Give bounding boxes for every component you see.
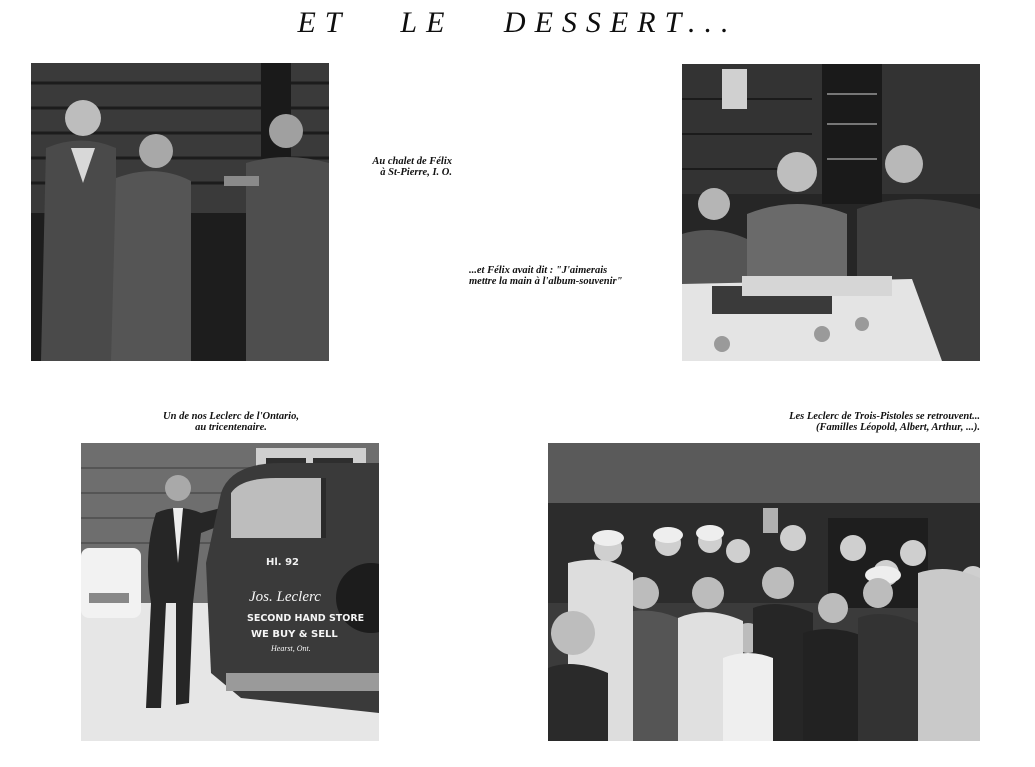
photo-chalet	[31, 63, 329, 361]
page-title: ET LE DESSERT...	[297, 6, 738, 39]
caption-trois-pistoles: Les Leclerc de Trois-Pistoles se retrouvent... (Familles Léopold, Albert, Arthur, ...).	[789, 411, 980, 433]
caption-album: ...et Félix avait dit : "J'aimerais mettre la main à l'album-souvenir"	[469, 265, 623, 287]
photo-truck	[81, 443, 379, 741]
truck-sign-name: Jos. Leclerc	[249, 589, 321, 605]
caption-ontario: Un de nos Leclerc de l'Ontario, au tricentenaire.	[163, 411, 299, 433]
photo-group	[548, 443, 980, 741]
caption-chalet: Au chalet de Félix à St-Pierre, I. O.	[372, 156, 452, 178]
truck-plate: Hl. 92	[266, 557, 299, 568]
truck-sign-line1: SECOND HAND STORE	[247, 613, 365, 624]
truck-sign-line3: Hearst, Ont.	[271, 644, 311, 653]
photo-album	[682, 64, 980, 361]
truck-sign-line2: WE BUY & SELL	[251, 629, 338, 640]
